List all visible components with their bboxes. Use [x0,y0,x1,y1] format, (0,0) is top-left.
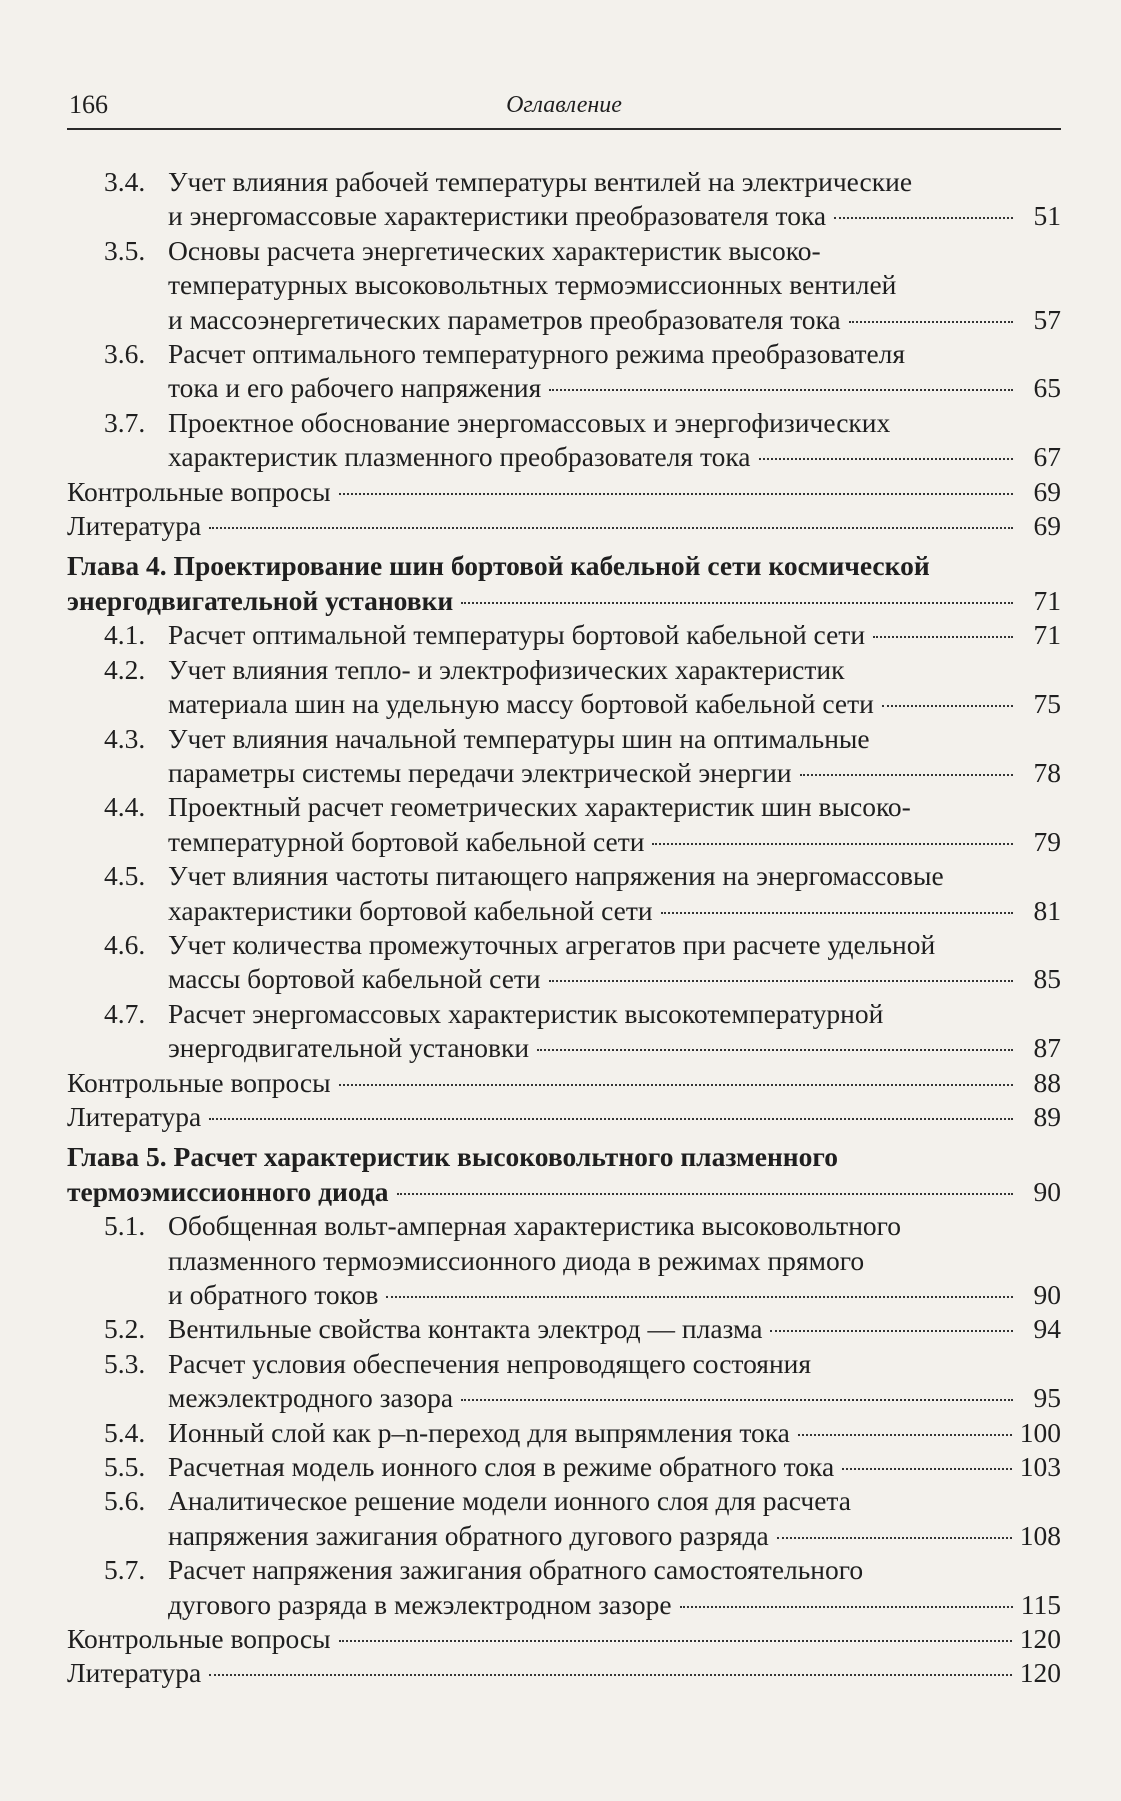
dot-leader [849,320,1013,323]
section-number: 3.5. [104,234,146,266]
entry-title-text: Контрольные вопросы [67,475,331,507]
page-ref: 87 [1033,1032,1061,1064]
toc-line [67,509,1061,543]
page-ref: 69 [1033,510,1061,542]
page-ref: 90 [1033,1175,1061,1207]
dot-leader [800,773,1013,776]
toc-line [67,584,1061,618]
toc-line [67,1244,1061,1278]
section-number: 5.6. [104,1485,146,1517]
entry-title-text: межэлектродного зазора [168,1382,454,1414]
page-ref: 69 [1033,475,1061,507]
section-number: 4.6. [104,928,146,960]
toc-line [67,1588,1061,1622]
toc-line [67,303,1061,337]
entry-title-text: Расчет оптимального температурного режима преобразователя [168,338,906,370]
page-ref: 65 [1033,372,1061,404]
toc-line [67,1381,1061,1415]
toc-line [67,549,1061,583]
toc-line [67,687,1061,721]
table-of-contents [67,165,1061,1691]
toc-line [67,440,1061,474]
section-number: 4.7. [104,997,146,1029]
page-ref: 103 [1019,1451,1061,1483]
toc-entry[interactable] [67,1622,1061,1656]
toc-line [67,1553,1061,1587]
toc-section[interactable] [67,790,1061,859]
section-number: 4.4. [104,791,146,823]
toc-section[interactable] [67,653,1061,722]
entry-title-text: Ионный слой как p–n-переход для выпрямления тока [168,1416,790,1448]
toc-entry[interactable] [67,1656,1061,1690]
dot-leader [652,842,1013,845]
entry-title-text: напряжения зажигания обратного дугового разряда [168,1519,769,1551]
toc-line [67,1140,1061,1174]
toc-section[interactable] [67,1553,1061,1622]
page-ref: 79 [1033,825,1061,857]
section-number: 3.4. [104,166,146,197]
section-number: 5.7. [104,1554,146,1586]
toc-section[interactable] [67,337,1061,406]
toc-line [67,722,1061,756]
dot-leader [461,1398,1013,1401]
entry-title-text: температурных высоковольтных термоэмиссионных вентилей [168,269,897,301]
toc-section[interactable] [67,1312,1061,1346]
dot-leader [680,1605,1013,1608]
toc-entry[interactable] [67,1066,1061,1100]
toc-section[interactable] [67,1484,1061,1553]
dot-leader [209,1673,1012,1676]
section-number: 4.1. [104,619,146,651]
running-title: Оглавление [506,92,622,118]
entry-title-text: Проектное обоснование энергомассовых и энергофизических [168,406,891,438]
page-ref: 57 [1033,303,1061,335]
entry-title-text: Учет влияния частоты питающего напряжения на энергомассовые [168,860,944,892]
section-number: 5.3. [104,1347,146,1379]
entry-title-text: Контрольные вопросы [67,1066,331,1098]
entry-title-text: тока и его рабочего напряжения [168,372,542,404]
page-ref: 120 [1019,1657,1061,1689]
page-ref: 95 [1033,1382,1061,1414]
dot-leader [549,979,1013,982]
toc-line [67,1209,1061,1243]
entry-title-text: Расчет условия обеспечения непроводящего состояния [168,1347,812,1379]
toc-line [67,894,1061,928]
section-number: 5.4. [104,1416,146,1448]
entry-title-text: и обратного токов [168,1279,379,1310]
dot-leader [339,1639,1012,1642]
page-ref: 100 [1019,1416,1061,1448]
page-ref: 115 [1020,1588,1061,1620]
toc-line [67,756,1061,790]
toc-line [67,337,1061,371]
toc-line [67,962,1061,996]
toc-line [67,1450,1061,1484]
entry-title-text: Основы расчета энергетических характеристик высоко- [168,234,821,266]
entry-title-text: массы бортовой кабельной сети [168,963,541,995]
entry-title-text: температурной бортовой кабельной сети [168,825,645,857]
page-ref: 67 [1033,441,1061,473]
page-ref: 71 [1033,619,1061,651]
toc-line [67,1066,1061,1100]
toc-section[interactable] [67,1450,1061,1484]
section-number: 5.1. [104,1210,146,1242]
toc-line [67,1347,1061,1381]
section-number: 4.2. [104,653,146,685]
entry-title-text: энергодвигательной установки [168,1032,530,1064]
entry-title-text: Расчет оптимальной температуры бортовой кабельной сети [168,619,866,651]
dot-leader [873,635,1013,638]
toc-line [67,1484,1061,1518]
dot-leader [209,1117,1013,1120]
toc-section[interactable] [67,722,1061,791]
entry-title-text: Литература [67,510,202,542]
section-number: 5.2. [104,1313,146,1345]
section-number: 4.5. [104,860,146,892]
toc-line [67,1278,1061,1312]
toc-entry[interactable] [67,475,1061,509]
entry-title-text: Литература [67,1657,202,1689]
entry-title-text: Учет количества промежуточных агрегатов при расчете удельной [168,928,936,960]
page-ref: 51 [1033,200,1061,232]
dot-leader [770,1329,1013,1332]
dot-leader [759,457,1013,460]
toc-section[interactable] [67,1209,1061,1312]
entry-title-text: Литература [67,1100,202,1132]
toc-line [67,790,1061,824]
entry-title-text: Глава 5. Расчет характеристик высоковольтного плазменного [67,1141,838,1173]
entry-title-text: Расчетная модель ионного слоя в режиме обратного тока [168,1451,835,1483]
toc-line [67,1416,1061,1450]
toc-line [67,825,1061,859]
entry-title-text: параметры системы передачи электрической энергии [168,756,792,788]
entry-title-text: Учет влияния рабочей температуры вентилей на электрические [168,166,913,197]
page-ref: 94 [1033,1313,1061,1345]
entry-title-text: Проектный расчет геометрических характеристик шин высоко- [168,791,911,823]
toc-line [67,199,1061,233]
entry-title-text: и энергомассовые характеристики преобразователя тока [168,200,827,232]
dot-leader [798,1433,1012,1436]
entry-title-text: термоэмиссионного диода [67,1175,389,1207]
entry-title-text: энергодвигательной установки [67,584,454,616]
toc-line [67,859,1061,893]
toc-chapter[interactable] [67,549,1061,618]
toc-entry[interactable] [67,1100,1061,1134]
page-ref: 88 [1033,1066,1061,1098]
section-number: 4.3. [104,722,146,754]
page-ref: 89 [1033,1100,1061,1132]
page-ref: 108 [1019,1519,1061,1551]
entry-title-text: и массоэнергетических параметров преобразователя тока [168,303,841,335]
entry-title-text: Контрольные вопросы [67,1623,331,1655]
toc-line [67,1100,1061,1134]
toc-line [67,406,1061,440]
dot-leader [209,526,1013,529]
entry-title-text: Расчет напряжения зажигания обратного самостоятельного [168,1554,864,1586]
dot-leader [661,911,1013,914]
toc-section[interactable] [67,618,1061,652]
toc-section[interactable] [67,234,1061,337]
toc-section[interactable] [67,406,1061,475]
toc-section[interactable] [67,928,1061,997]
page-ref: 71 [1033,584,1061,616]
entry-title-text: Расчет энергомассовых характеристик высокотемпературной [168,997,884,1029]
toc-line [67,1519,1061,1553]
toc-line [67,165,1061,199]
toc-line [67,371,1061,405]
section-number: 3.6. [104,338,146,370]
toc-section[interactable] [67,1416,1061,1450]
entry-title-text: Учет влияния начальной температуры шин на оптимальные [168,722,870,754]
page-ref: 85 [1033,963,1061,995]
toc-line [67,928,1061,962]
toc-line [67,1175,1061,1209]
dot-leader [339,1083,1013,1086]
dot-leader [461,601,1013,604]
entry-title-text: Обобщенная вольт-амперная характеристика высоковольтного [168,1210,902,1242]
toc-line [67,997,1061,1031]
toc-line [67,475,1061,509]
section-number: 5.5. [104,1451,146,1483]
toc-line [67,653,1061,687]
dot-leader [842,1467,1012,1470]
toc-line [67,1656,1061,1690]
toc-section[interactable] [67,1347,1061,1416]
toc-line [67,1031,1061,1065]
toc-line [67,1622,1061,1656]
entry-title-text: плазменного термоэмиссионного диода в режимах прямого [168,1244,865,1276]
page-ref: 75 [1033,688,1061,720]
dot-leader [549,388,1013,391]
toc-line [67,268,1061,302]
entry-title-text: Учет влияния тепло- и электрофизических характеристик [168,653,845,685]
entry-title-text: дугового разряда в межэлектродном зазоре [168,1588,672,1620]
section-number: 3.7. [104,406,146,438]
entry-title-text: Вентильные свойства контакта электрод — плазма [168,1313,763,1345]
toc-section[interactable] [67,165,1061,234]
dot-leader [339,492,1013,495]
entry-title-text: характеристик плазменного преобразователя тока [168,441,751,473]
entry-title-text: Глава 4. Проектирование шин бортовой кабельной сети космической [67,550,930,582]
page-ref: 81 [1033,894,1061,926]
toc-line [67,618,1061,652]
dot-leader [397,1192,1013,1195]
entry-title-text: Аналитическое решение модели ионного слоя для расчета [168,1485,851,1517]
toc-entry[interactable] [67,509,1061,543]
page-number: 166 [69,90,108,119]
dot-leader [386,1295,1013,1298]
toc-line [67,1312,1061,1346]
toc-line [67,234,1061,268]
entry-title-text: характеристики бортовой кабельной сети [168,894,653,926]
dot-leader [882,704,1013,707]
dot-leader [537,1048,1013,1051]
entry-title-text: материала шин на удельную массу бортовой кабельной сети [168,688,874,720]
toc-section[interactable] [67,997,1061,1066]
page-ref: 90 [1033,1279,1061,1310]
page-header [67,88,1061,130]
page-ref: 120 [1019,1623,1061,1655]
toc-chapter[interactable] [67,1140,1061,1209]
toc-section[interactable] [67,859,1061,928]
page-ref: 78 [1033,756,1061,788]
dot-leader [777,1536,1012,1539]
dot-leader [834,216,1013,219]
